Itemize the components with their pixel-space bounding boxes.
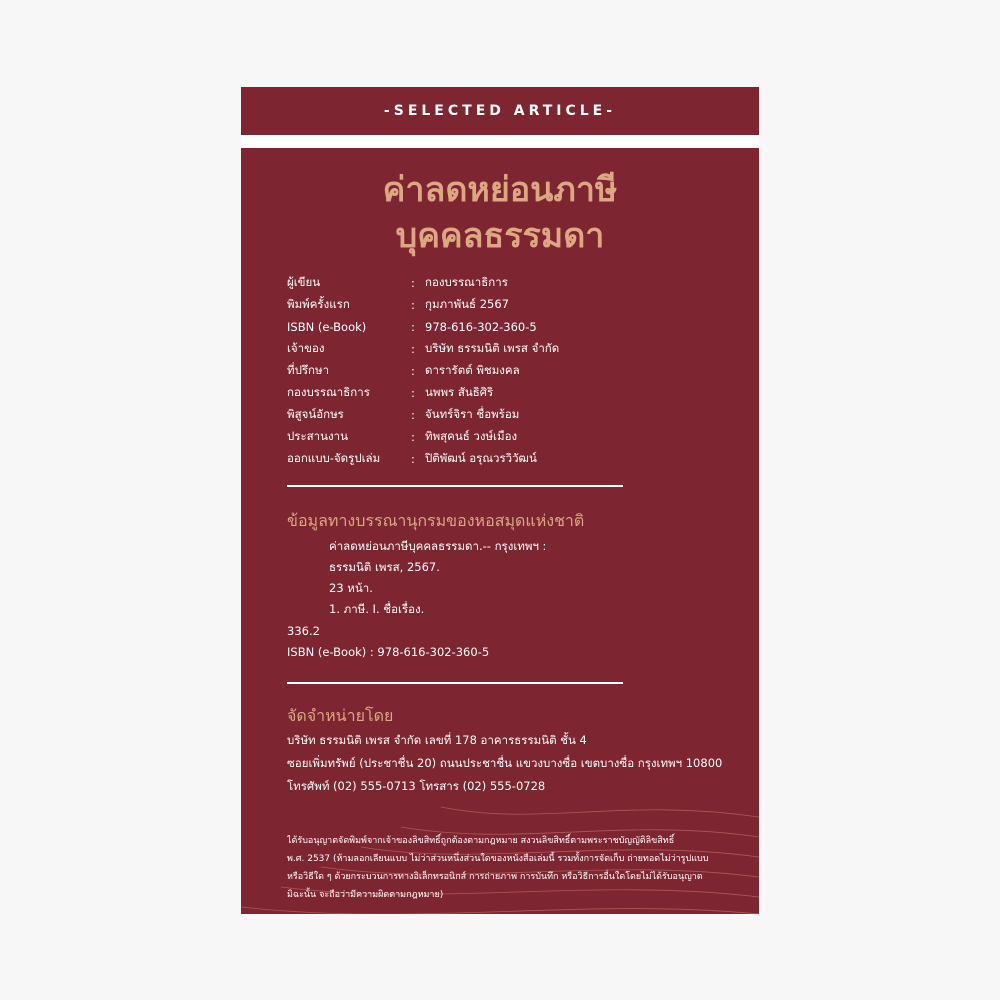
selected-article-banner: -SELECTED ARTICLE- <box>383 103 617 119</box>
credit-row <box>287 338 727 360</box>
copyright-notice <box>287 832 739 904</box>
distribution-line: ซอยเพิ่มทรัพย์ (ประชาชื่น 20) ถนนประชาชื่น แขวงบางซื่อ เขตบางซื่อ กรุงเทพฯ 10800 <box>287 755 723 770</box>
credits-list <box>287 272 727 470</box>
credit-colon: : <box>411 320 415 334</box>
book-title <box>241 167 759 259</box>
credit-colon: : <box>411 276 415 290</box>
catalog-classification: 336.2 <box>287 623 320 638</box>
credit-label: เจ้าของ <box>287 341 325 355</box>
copyright-line: มิฉะนั้น จะถือว่ามีความผิดตามกฎหมาย) <box>287 890 444 900</box>
catalog-line: 23 หน้า. <box>329 580 373 595</box>
catalog-heading: ข้อมูลทางบรรณานุกรมของหอสมุดแห่งชาติ <box>287 511 585 530</box>
catalog-line: ค่าลดหย่อนภาษีบุคคลธรรมดา.-- กรุงเทพฯ : <box>329 538 547 553</box>
credit-value: บริษัท ธรรมนิติ เพรส จำกัด <box>425 341 560 355</box>
credit-value: จันทร์จิรา ชื่อพร้อม <box>425 407 520 421</box>
credit-row <box>287 404 727 426</box>
catalog-entry <box>287 536 727 662</box>
copyright-line: หรือวิธีใด ๆ ด้วยกระบวนการทางอิเล็กทรอนิกส์ การถ่ายภาพ การบันทึก หรือวิธีการอื่นใดโดยไม่ได้รับอนุญาต <box>287 872 703 882</box>
credit-value: นพพร สันธิศิริ <box>425 385 494 399</box>
distribution-line: บริษัท ธรรมนิติ เพรส จำกัด เลขที่ 178 อาคารธรรมนิติ ชั้น 4 <box>287 732 587 747</box>
copyright-line: ได้รับอนุญาตจัดพิมพ์จากเจ้าของลิขสิทธิ์ถูกต้องตามกฎหมาย สงวนลิขสิทธิ์ตามพระราชบัญญัติลิขสิทธิ์ <box>287 836 675 846</box>
credit-value: ปิติพัฒน์ อรุณวรวิวัฒน์ <box>425 451 537 465</box>
section-divider <box>287 485 623 487</box>
credit-label: ออกแบบ-จัดรูปเล่ม <box>287 451 381 465</box>
credit-colon: : <box>411 364 415 378</box>
credit-value: กองบรรณาธิการ <box>425 275 508 289</box>
credit-row <box>287 294 727 316</box>
copyright-page <box>241 87 759 914</box>
credit-label: ที่ปรึกษา <box>287 363 330 377</box>
distribution-line: โทรศัพท์ (02) 555-0713 โทรสาร (02) 555-0728 <box>287 778 546 793</box>
credit-colon: : <box>411 342 415 356</box>
credit-colon: : <box>411 386 415 400</box>
credit-row <box>287 448 727 470</box>
catalog-isbn: ISBN (e-Book) : 978-616-302-360-5 <box>287 644 490 659</box>
credit-label: กองบรรณาธิการ <box>287 385 370 399</box>
credit-row <box>287 426 727 448</box>
credit-label: ผู้เขียน <box>287 275 321 289</box>
credit-value: ทิพสุคนธ์ วงษ์เมือง <box>425 429 518 443</box>
banner-divider <box>241 135 759 148</box>
section-divider <box>287 682 623 684</box>
credit-colon: : <box>411 430 415 444</box>
credit-label: พิมพ์ครั้งแรก <box>287 297 350 311</box>
catalog-line: ธรรมนิติ เพรส, 2567. <box>329 559 440 574</box>
credit-value: 978-616-302-360-5 <box>425 320 537 334</box>
credit-value: ดารารัตต์ พิชมงคล <box>425 363 520 377</box>
title-line-2: บุคคลธรรมดา <box>395 216 605 256</box>
title-line-1: ค่าลดหย่อนภาษี <box>382 170 618 210</box>
credit-colon: : <box>411 452 415 466</box>
credit-label: ประสานงาน <box>287 429 348 443</box>
credit-row <box>287 316 727 338</box>
copyright-line: พ.ศ. 2537 (ห้ามลอกเลียนแบบ ไม่ว่าส่วนหนึ่งส่วนใดของหนังสือเล่มนี้ รวมทั้งการจัดเก็บ ถ่ายทอดไม่ว่ารูปแบบ <box>287 854 709 864</box>
credit-colon: : <box>411 298 415 312</box>
credit-label: ISBN (e-Book) <box>287 320 367 334</box>
catalog-line: 1. ภาษี. I. ชื่อเรื่อง. <box>329 601 425 616</box>
credit-row <box>287 360 727 382</box>
credit-row <box>287 382 727 404</box>
distribution-heading: จัดจำหน่ายโดย <box>287 706 394 725</box>
credit-label: พิสูจน์อักษร <box>287 407 344 421</box>
credit-row <box>287 272 727 294</box>
credit-colon: : <box>411 408 415 422</box>
credit-value: กุมภาพันธ์ 2567 <box>425 297 509 311</box>
